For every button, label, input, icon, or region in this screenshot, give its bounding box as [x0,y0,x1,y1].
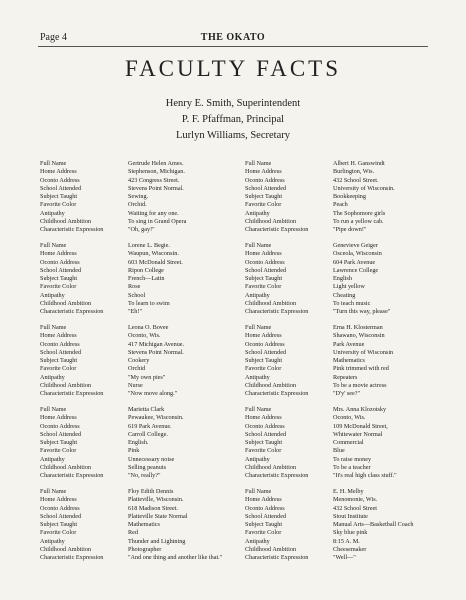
field-label: Home Address [245,250,282,258]
field-value: Light yellow [333,283,365,291]
field-value: Mathematics [333,357,365,365]
field-value: Stephenson, Michigan. [128,168,185,176]
field-value: Cheating [333,291,356,299]
field-value: "Well—" [333,554,356,562]
field-value: "D'y' see?" [333,390,361,398]
field-label: Subject Taught [245,439,283,447]
profile-values [128,488,240,570]
field-value: Stevens Point Normal. [128,184,184,192]
profile-labels [245,406,333,488]
field-label: Home Address [40,332,77,340]
profile-labels [245,242,333,324]
superintendent-line: Henry E. Smith, Superintendent [165,98,301,109]
field-value: Genevieve Geiger [333,242,378,249]
field-value: Rose [128,283,141,291]
field-value: Photographer [128,546,162,554]
field-value: Whitewater Normal [333,430,383,438]
field-value: 619 Park Avenue. [128,422,172,430]
field-value: To teach music [333,300,371,308]
field-value: Stout Institute [333,512,368,520]
field-label: Subject Taught [245,521,283,529]
field-value: Sewing. [128,193,149,201]
field-value: Peach [333,201,348,209]
field-value: Ripon College [128,266,164,274]
field-value: 109 McDonald Street, [333,422,388,430]
field-value: University of Wisconsin [333,348,394,356]
field-label: Subject Taught [40,521,78,529]
page-number: Page 4 [40,32,67,43]
faculty-profile [40,160,245,242]
field-value: 8:15 A. M. [333,537,360,545]
header-rule [38,46,428,47]
field-value: Oconto, Wis. [333,414,366,422]
field-value: Mathematics [128,521,160,529]
field-label: Childhood Ambition [40,382,92,390]
field-value: Pink trimmed with red [333,365,389,373]
officers-list [0,96,466,144]
field-label: Childhood Ambition [245,300,297,308]
field-label: Oconto Address [40,340,80,348]
field-label: Antipathy [40,291,65,299]
field-value: Red [128,529,138,537]
field-value: Osceola, Wisconsin [333,250,382,258]
field-value: To raise money [333,455,372,463]
field-value: 432 School Street. [333,176,379,184]
faculty-profiles [40,160,450,570]
profile-values [333,488,445,570]
field-label: School Attended [245,430,287,438]
field-label: Antipathy [245,209,270,217]
faculty-profile [245,160,450,242]
field-value: To learn to swim [128,300,170,308]
field-label: Favorite Color [40,201,77,209]
profile-labels [40,324,128,406]
profile-labels [40,242,128,324]
profile-values [128,160,240,242]
field-label: Childhood Ambition [40,464,92,472]
field-label: Characteristic Expression [245,472,309,480]
field-label: School Attended [40,430,82,438]
field-label: Oconto Address [40,258,80,266]
field-label: Oconto Address [40,422,80,430]
field-value: Commercial [333,439,364,447]
field-value: "It's real high class stuff." [333,472,397,480]
field-label: Characteristic Expression [40,554,104,562]
field-label: Antipathy [40,209,65,217]
profile-labels [40,406,128,488]
profile-values [128,242,240,324]
field-value: Marietta Clark [128,406,165,413]
profile-values [128,406,240,488]
field-value: "Now move along." [128,390,178,398]
profile-labels [40,160,128,242]
field-value: French—Latin [128,275,165,283]
field-label: Childhood Ambition [40,546,92,554]
faculty-profile [245,488,450,570]
field-label: Childhood Ambition [245,218,297,226]
field-value: Cheesemaker [333,546,367,554]
faculty-profile [245,242,450,324]
faculty-profile [40,242,245,324]
field-label: Full Name [40,324,67,331]
profile-values [333,160,445,242]
field-value: Waupun, Wisconsin. [128,250,179,258]
field-value: Selling peanuts [128,464,166,472]
field-value: Pewaukee, Wisconsin. [128,414,184,422]
profile-values [333,406,445,488]
profile-values [128,324,240,406]
field-label: Childhood Ambition [245,464,297,472]
faculty-profile [245,406,450,488]
field-label: Favorite Color [245,201,282,209]
field-label: Favorite Color [40,529,77,537]
profile-labels [245,160,333,242]
field-label: Subject Taught [245,275,283,283]
field-value: Erna H. Klosterman [333,324,383,331]
field-label: Home Address [245,332,282,340]
faculty-profile [245,324,450,406]
field-label: Full Name [245,242,272,249]
field-value: Platteville State Normal [128,512,188,520]
field-label: Oconto Address [245,340,285,348]
field-value: Orchid. [128,201,147,209]
field-label: Oconto Address [40,176,80,184]
field-label: Oconto Address [245,176,285,184]
field-value: Bookkeeping [333,193,366,201]
field-value: Thunder and Lightning [128,537,186,545]
field-label: Childhood Ambition [40,218,92,226]
field-value: Carroll College. [128,430,168,438]
field-value: Leona O. Bovee [128,324,169,331]
field-label: School Attended [40,266,82,274]
page-title: FACULTY FACTS [124,56,341,81]
field-label: Favorite Color [40,283,77,291]
field-value: Repeaters [333,373,358,381]
field-label: Full Name [245,488,272,495]
field-label: Oconto Address [245,422,285,430]
field-value: Floy Edith Dennis [128,488,174,495]
field-label: Antipathy [245,537,270,545]
field-label: Home Address [40,168,77,176]
field-label: Subject Taught [245,193,283,201]
field-value: Waiting for any one. [128,209,179,217]
field-label: Full Name [40,160,67,167]
field-label: Antipathy [40,537,65,545]
field-label: Full Name [40,406,67,413]
field-label: School Attended [245,512,287,520]
field-label: Characteristic Expression [40,472,104,480]
field-value: "And one thing and another like that." [128,554,223,562]
field-label: Characteristic Expression [245,554,309,562]
field-label: Characteristic Expression [245,308,309,316]
field-value: Sky blue pink [333,529,368,537]
field-value: 423 Congress Street. [128,176,180,184]
field-label: Subject Taught [40,357,78,365]
field-value: Lawrence College [333,266,379,274]
field-value: Blue [333,447,345,455]
field-label: Antipathy [245,373,270,381]
field-value: "Oh, gay!" [128,226,155,234]
field-label: Subject Taught [40,275,78,283]
field-value: Albert H. Ganswindt [333,160,385,167]
field-label: Favorite Color [245,447,282,455]
field-value: Orchid [128,365,146,373]
field-label: Antipathy [245,291,270,299]
field-value: To sing in Grand Opera [128,218,187,226]
field-label: Home Address [245,168,282,176]
field-label: Home Address [40,250,77,258]
field-value: The Sophomore girls [333,209,386,217]
field-label: Oconto Address [245,258,285,266]
field-label: Favorite Color [245,283,282,291]
field-label: Characteristic Expression [40,308,104,316]
field-label: Favorite Color [245,365,282,373]
field-value: English [333,275,352,283]
field-label: Childhood Ambition [40,300,92,308]
field-value: 417 Michigan Avenue. [128,340,185,348]
field-label: Oconto Address [40,504,80,512]
field-label: School Attended [40,348,82,356]
field-value: English. [128,439,149,447]
field-value: Unnecessary noise [128,455,175,463]
page-header [40,32,426,46]
field-label: Full Name [245,160,272,167]
profile-labels [245,324,333,406]
field-label: Favorite Color [40,447,77,455]
field-label: School Attended [245,184,287,192]
field-value: E. H. Melby [333,488,364,495]
field-label: Home Address [245,496,282,504]
field-label: Antipathy [40,455,65,463]
field-value: To be a movie actress [333,382,387,390]
field-label: Full Name [245,406,272,413]
field-label: Favorite Color [40,365,77,373]
profile-labels [40,488,128,570]
field-value: Nurse [128,382,143,390]
field-value: Mrs. Anna Klozotsky [333,406,387,413]
field-value: Manual Arts—Basketball Coach [333,521,414,529]
field-label: Antipathy [245,455,270,463]
field-value: 618 Madison Street. [128,504,179,512]
field-value: Stevens Point Normal. [128,348,184,356]
field-value: Menomonie, Wis. [333,496,378,504]
profile-values [333,324,445,406]
field-label: Favorite Color [245,529,282,537]
field-label: Home Address [245,414,282,422]
field-label: Antipathy [40,373,65,381]
field-value: "Eh!" [128,308,142,316]
field-value: Shawano, Wisconsin [333,332,385,340]
field-label: Full Name [40,242,67,249]
field-value: "No, really?" [128,472,161,480]
field-value: 604 Park Avenue [333,258,376,266]
field-label: School Attended [40,512,82,520]
field-label: Childhood Ambition [245,382,297,390]
field-value: Gertrude Helen Ames. [128,160,184,167]
field-value: Cookery [128,357,150,365]
field-value: To run a yellow cab. [333,218,384,226]
profile-values [333,242,445,324]
field-value: "My own pies" [128,373,166,381]
field-value: Oconto, Wis. [128,332,161,340]
faculty-profile [40,488,245,570]
field-label: Full Name [245,324,272,331]
field-label: Characteristic Expression [245,390,309,398]
field-value: University of Wisconsin. [333,184,395,192]
field-value: "Pipe down!" [333,226,367,234]
field-value: Burlington, Wis. [333,168,375,176]
profile-labels [245,488,333,570]
journal-title: THE OKATO [200,32,266,43]
principal-line: P. F. Pfaffman, Principal [181,114,285,125]
field-label: School Attended [245,266,287,274]
field-label: Childhood Ambition [245,546,297,554]
faculty-profile [40,324,245,406]
field-label: Characteristic Expression [40,390,104,398]
field-value: Park Avenue [333,340,365,348]
field-value: School [128,291,146,299]
field-label: Subject Taught [245,357,283,365]
field-value: Platteville, Wisconsin. [128,496,184,504]
field-label: Characteristic Expression [245,226,309,234]
field-label: Characteristic Expression [40,226,104,234]
field-value: 432 School Street [333,504,377,512]
field-label: School Attended [245,348,287,356]
field-label: School Attended [40,184,82,192]
field-value: To be a teacher [333,464,371,472]
field-value: Lorene L. Begie. [128,242,170,249]
field-label: Subject Taught [40,439,78,447]
field-label: Home Address [40,496,77,504]
field-label: Home Address [40,414,77,422]
field-value: "Turn this way, please" [333,308,391,316]
secretary-line: Lurlyn Williams, Secretary [176,130,290,141]
field-label: Full Name [40,488,67,495]
field-value: 603 McDonald Street. [128,258,183,266]
field-value: Pink [128,447,140,455]
field-label: Subject Taught [40,193,78,201]
field-label: Oconto Address [245,504,285,512]
faculty-profile [40,406,245,488]
